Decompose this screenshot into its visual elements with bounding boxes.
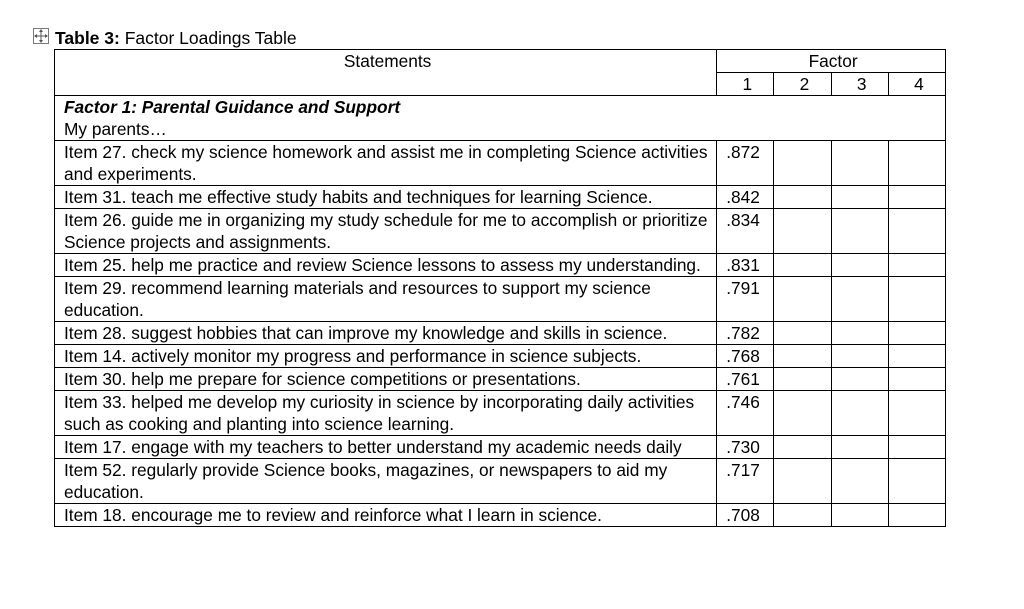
factor-loadings-table: [54, 49, 946, 527]
loading-cell-factor-3: [831, 391, 888, 436]
table-row: [55, 368, 946, 391]
factor-number-1: 1: [717, 73, 774, 96]
statement-cell: Item 27. check my science homework and assist me in completing Science activities and experiments.: [55, 141, 717, 186]
loading-cell-factor-3: [831, 459, 888, 504]
table-row: [55, 254, 946, 277]
table-row: [55, 277, 946, 322]
loading-cell-factor-2: [774, 322, 831, 345]
statement-cell: Item 14. actively monitor my progress and performance in science subjects.: [55, 345, 717, 368]
table-row: [55, 391, 946, 436]
loading-cell-factor-4: [888, 368, 945, 391]
loading-cell-factor-4: [888, 459, 945, 504]
caption-label: Table 3:: [55, 28, 120, 48]
factor-number-2: 2: [774, 73, 831, 96]
loading-cell-factor-3: [831, 141, 888, 186]
loading-cell-factor-2: [774, 277, 831, 322]
loading-cell-factor-1: .761: [717, 368, 774, 391]
loading-cell-factor-4: [888, 141, 945, 186]
loading-cell-factor-3: [831, 504, 888, 527]
loading-cell-factor-3: [831, 345, 888, 368]
table-row: [55, 459, 946, 504]
table-row: [55, 209, 946, 254]
factor-number-4: 4: [888, 73, 945, 96]
header-row-top: [55, 50, 946, 73]
loading-cell-factor-1: .842: [717, 186, 774, 209]
statement-cell: Item 52. regularly provide Science books, magazines, or newspapers to aid my education.: [55, 459, 717, 504]
loading-cell-factor-2: [774, 436, 831, 459]
statement-cell: Item 29. recommend learning materials and resources to support my science education.: [55, 277, 717, 322]
loading-cell-factor-4: [888, 209, 945, 254]
statement-cell: Item 25. help me practice and review Science lessons to assess my understanding.: [55, 254, 717, 277]
table-row: [55, 504, 946, 527]
loading-cell-factor-3: [831, 254, 888, 277]
loading-cell-factor-2: [774, 391, 831, 436]
section-intro: My parents…: [64, 119, 167, 139]
loading-cell-factor-2: [774, 368, 831, 391]
table-move-handle[interactable]: [33, 28, 49, 44]
loading-cell-factor-2: [774, 209, 831, 254]
loading-cell-factor-4: [888, 504, 945, 527]
loading-cell-factor-2: [774, 459, 831, 504]
loading-cell-factor-2: [774, 141, 831, 186]
loading-cell-factor-1: .708: [717, 504, 774, 527]
loading-cell-factor-1: .782: [717, 322, 774, 345]
loading-cell-factor-4: [888, 345, 945, 368]
loading-cell-factor-3: [831, 209, 888, 254]
loading-cell-factor-1: .730: [717, 436, 774, 459]
section-cell: [55, 96, 946, 141]
table-row: [55, 322, 946, 345]
table-row: [55, 436, 946, 459]
loading-cell-factor-1: .791: [717, 277, 774, 322]
loading-cell-factor-4: [888, 277, 945, 322]
loading-cell-factor-1: .834: [717, 209, 774, 254]
statement-cell: Item 33. helped me develop my curiosity in science by incorporating daily activities such as cooking and planting into science learning.: [55, 391, 717, 436]
loading-cell-factor-2: [774, 504, 831, 527]
loading-cell-factor-3: [831, 322, 888, 345]
table-row: [55, 186, 946, 209]
loading-cell-factor-3: [831, 186, 888, 209]
loading-cell-factor-1: .746: [717, 391, 774, 436]
factor-header: Factor: [717, 50, 946, 73]
loading-cell-factor-2: [774, 254, 831, 277]
loading-cell-factor-3: [831, 368, 888, 391]
factor-number-3: 3: [831, 73, 888, 96]
table-row: [55, 141, 946, 186]
loading-cell-factor-3: [831, 436, 888, 459]
caption-text: Factor Loadings Table: [119, 28, 297, 48]
loading-cell-factor-3: [831, 277, 888, 322]
loading-cell-factor-4: [888, 436, 945, 459]
move-arrows-icon: [34, 29, 48, 43]
table-row: [55, 345, 946, 368]
table-caption: [55, 28, 297, 48]
section-title: Factor 1: Parental Guidance and Support: [64, 97, 401, 117]
statement-cell: Item 30. help me prepare for science competitions or presentations.: [55, 368, 717, 391]
section-row: [55, 96, 946, 141]
statement-cell: Item 26. guide me in organizing my study schedule for me to accomplish or prioritize Science projects and assignments.: [55, 209, 717, 254]
loading-cell-factor-2: [774, 345, 831, 368]
loading-cell-factor-4: [888, 391, 945, 436]
loading-cell-factor-1: .768: [717, 345, 774, 368]
statement-cell: Item 17. engage with my teachers to better understand my academic needs daily: [55, 436, 717, 459]
statement-cell: Item 18. encourage me to review and reinforce what I learn in science.: [55, 504, 717, 527]
loading-cell-factor-1: .717: [717, 459, 774, 504]
loading-cell-factor-1: .872: [717, 141, 774, 186]
loading-cell-factor-2: [774, 186, 831, 209]
loading-cell-factor-4: [888, 186, 945, 209]
loading-cell-factor-4: [888, 254, 945, 277]
statement-cell: Item 31. teach me effective study habits and techniques for learning Science.: [55, 186, 717, 209]
loading-cell-factor-1: .831: [717, 254, 774, 277]
statements-header: Statements: [55, 50, 717, 96]
loading-cell-factor-4: [888, 322, 945, 345]
statement-cell: Item 28. suggest hobbies that can improve my knowledge and skills in science.: [55, 322, 717, 345]
